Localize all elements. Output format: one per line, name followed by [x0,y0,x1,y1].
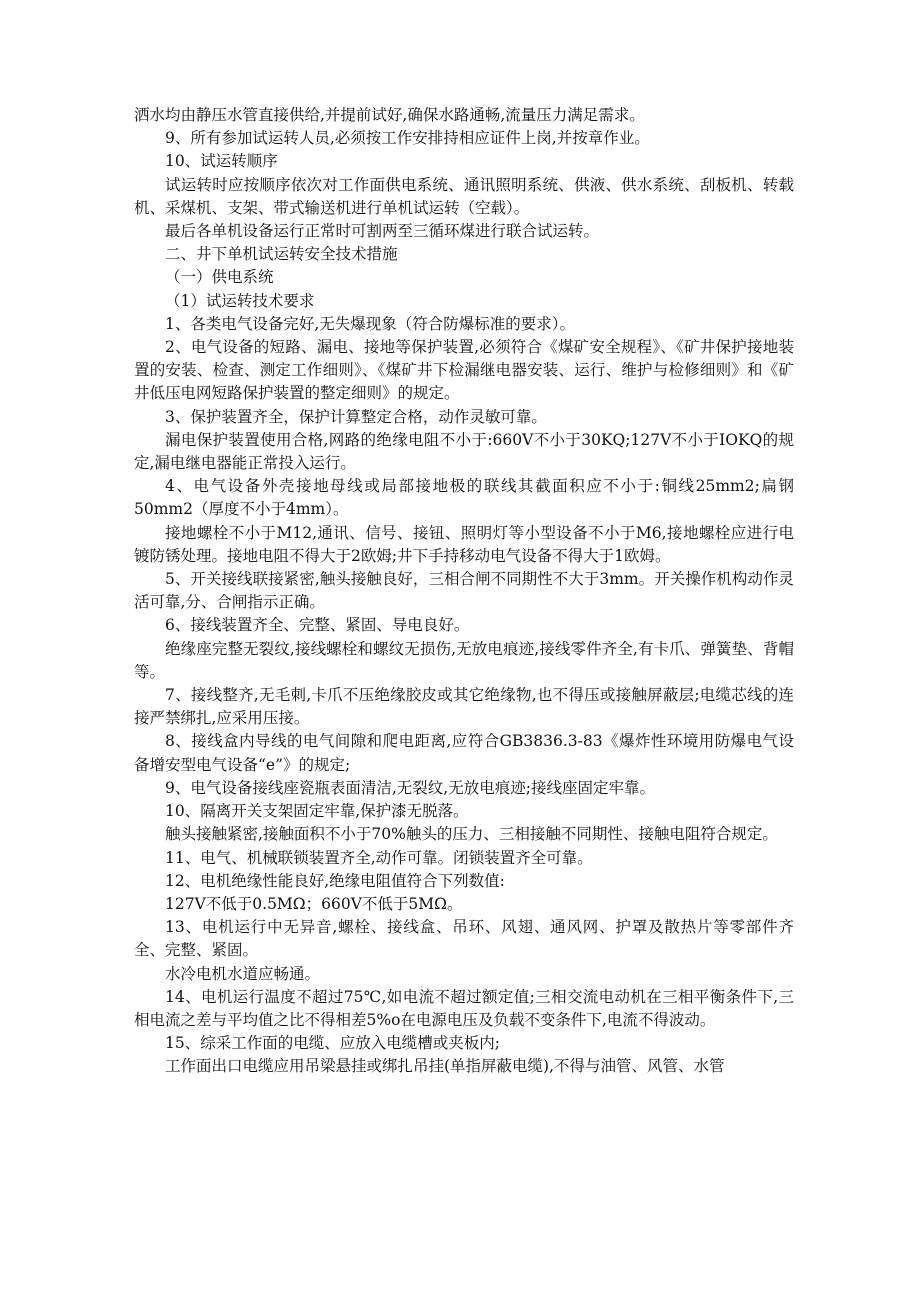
paragraph: 4、电气设备外壳接地母线或局部接地极的联线其截面积应不小于:铜线25mm2;扁钢50mm2（厚度不小于4mm）。 [134,477,794,519]
paragraph: 触头接触紧密,接触面积不小于70%触头的压力、三相接触不同期性、接触电阻符合规定。 [165,825,778,844]
paragraph: 14、电机运行温度不超过75℃,如电流不超过额定值;三相交流电动机在三相平衡条件下,三相电流之差与平均值之比不得相差5%o在电源电压及负载不变条件下,电流不得波动。 [134,987,794,1029]
paragraph: 2、电气设备的短路、漏电、接地等保护装置,必须符合《煤矿安全规程》、《矿井保护接地装置的安装、检查、测定工作细则》、《煤矿井下检漏继电器安装、运行、维护与检修细则》和《矿井低压电网短路保护装置的整定细则》的规定。 [134,338,794,403]
paragraph: 漏电保护装置使用合格,网路的绝缘电阻不小于:660V不小于30KQ;127V不小于IOKQ的规定,漏电继电器能正常投入运行。 [134,430,794,473]
paragraph: 接地螺栓不小于M12,通讯、信号、接钮、照明灯等小型设备不小于M6,接地螺栓应进行电镀防锈处理。接地电阻不得大于2欧姆;井下手持移动电气设备不得大于1欧姆。 [134,523,794,565]
paragraph: 10、隔离开关支架固定牢靠,保护漆无脱落。 [165,802,469,821]
paragraph: 8、接线盒内导线的电气间隙和爬电距离,应符合GB3836.3-83《爆炸性环境用防爆电气设备增安型电气设备“e”》的规定; [134,732,794,774]
paragraph: 绝缘座完整无裂纹,接线螺栓和螺纹无损伤,无放电痕迹,接线零件齐全,有卡爪、弹簧垫、背帽等。 [134,639,794,681]
paragraph: 1、各类电气设备完好,无失爆现象（符合防爆标准的要求）。 [165,314,576,333]
paragraph: 工作面出口电缆应用吊梁悬挂或绑扎吊挂(单指屏蔽电缆),不得与油管、风管、水管 [165,1057,725,1076]
paragraph: 最后各单机设备运行正常时可割两至三循环煤进行联合试运转。 [165,222,600,241]
paragraph: 5、开关接线联接紧密,触头接触良好，三相合闸不同期性不大于3mm。开关操作机构动作灵活可靠,分、合闸指示正确。 [134,570,794,612]
paragraph: 洒水均由静压水管直接供给,并提前试好,确保水路通畅,流量压力满足需求。 [134,106,645,124]
document-page [134,104,794,1079]
paragraph: 水冷电机水道应畅通。 [165,964,321,983]
section-heading: 10、试运转顺序 [165,152,278,171]
paragraph: 127V不低于0.5MΩ；660V不低于5MΩ。 [165,894,463,913]
paragraph: 试运转时应按顺序依次对工作面供电系统、通讯照明系统、供液、供水系统、刮板机、转载机、采煤机、支架、带式输送机进行单机试运转（空载）。 [134,175,794,217]
section-heading: 二、井下单机试运转安全技术措施 [165,245,398,264]
paragraph: 9、电气设备接线座瓷瓶表面清洁,无裂纹,无放电痕迹;接线座固定牢靠。 [165,778,655,797]
section-heading: （1）试运转技术要求 [165,291,315,310]
paragraph: 12、电机绝缘性能良好,绝缘电阻值符合下列数值: [165,871,505,890]
paragraph: 9、所有参加试运转人员,必须按工作安排持相应证件上岗,并按章作业。 [165,129,650,148]
section-heading: （一）供电系统 [165,268,274,287]
paragraph: 3、保护装置齐全，保护计算整定合格，动作灵敏可靠。 [165,407,547,426]
paragraph: 11、电气、机械联锁装置齐全,动作可靠。闭锁装置齐全可靠。 [165,848,593,867]
paragraph: 13、电机运行中无异音,螺栓、接线盒、吊环、风翅、通风网、护罩及散热片等零部件齐全、完整、紧固。 [134,918,794,960]
paragraph: 6、接线装置齐全、完整、紧固、导电良好。 [165,616,470,635]
paragraph: 15、综采工作面的电缆、应放入电缆槽或夹板内; [165,1034,500,1053]
paragraph: 7、接线整齐,无毛刺,卡爪不压绝缘胶皮或其它绝缘物,也不得压或接触屏蔽层;电缆芯线的连接严禁绑扎,应采用压接。 [134,686,794,728]
